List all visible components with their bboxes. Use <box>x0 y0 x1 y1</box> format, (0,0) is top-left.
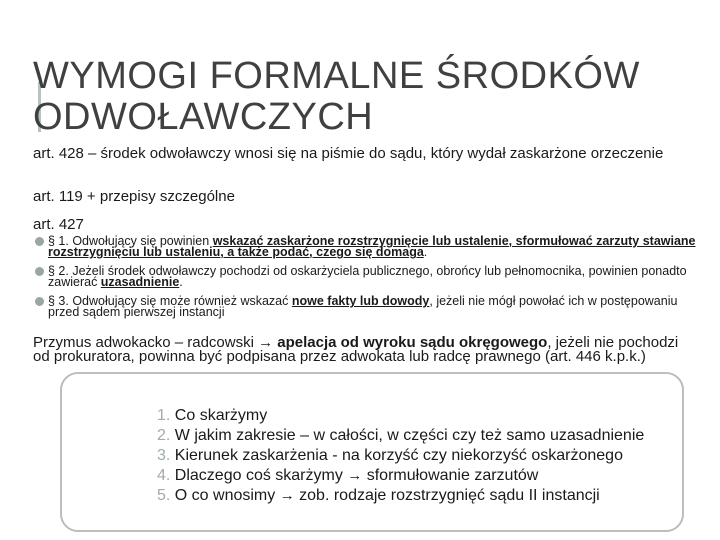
list-item <box>157 488 697 504</box>
art-427-item-2 <box>48 266 698 288</box>
list-item-text: Kierunek zaskarżenia - na korzyść czy niekorzyść oskarżonego <box>170 447 623 464</box>
przymus-paragraph <box>33 336 693 364</box>
arrow-right-icon: → <box>258 334 274 351</box>
przymus-pre: Przymus adwokacko – radcowski <box>33 334 259 351</box>
list-item-number: 1. <box>157 407 171 424</box>
art-119-text: + przepisy szczególne <box>82 188 235 205</box>
list-item <box>157 408 697 424</box>
arrow-right-icon: → <box>347 467 363 484</box>
art-428-text: – środek odwoławczy wnosi się na piśmie do sądu, który wydał zaskarżone orzeczenie <box>83 145 664 162</box>
art-428-label: art. 428 <box>33 145 84 162</box>
art-427-item-1 <box>48 236 698 258</box>
item-2-post: . <box>179 275 183 289</box>
list-item-number: 4. <box>157 467 171 484</box>
list-item-number: 5. <box>157 487 171 504</box>
arrow-right-icon: → <box>279 487 295 504</box>
item-3-pre: § 3. Odwołujący się może również wskazać <box>48 294 292 308</box>
list-item-text: O co wnosimy <box>170 487 280 504</box>
art-427-item-3 <box>48 296 698 318</box>
list-item-text: W jakim zakresie – w całości, w części czy też samo uzasadnienie <box>170 427 645 444</box>
przymus-emphasis: apelacja od wyroku sądu okręgowego <box>273 334 548 351</box>
list-item-text: Dlaczego coś skarżymy <box>170 467 348 484</box>
list-item-text-after: zob. rodzaje rozstrzygnięć sądu II instancji <box>294 487 600 504</box>
art-119-paragraph <box>33 190 235 204</box>
item-2-emphasis: uzasadnienie <box>100 275 180 289</box>
numbered-list <box>157 408 697 508</box>
item-1-pre: § 1. Odwołujący się powinien <box>48 234 213 248</box>
bullet-icon <box>35 267 44 276</box>
list-item <box>157 448 697 464</box>
list-item-number: 2. <box>157 427 171 444</box>
list-item-text: Co skarżymy <box>170 407 268 424</box>
item-1-emphasis: wskazać zaskarżone rozstrzygnięcie lub ustalenie, sformułować zarzuty stawiane rozstrzygnięciu lub ustaleniu, a także podać, czego się domaga <box>48 234 696 259</box>
page-title: WYMOGI FORMALNE ŚRODKÓW ODWOŁAWCZYCH <box>33 55 640 138</box>
item-3-emphasis: nowe fakty lub dowody <box>291 294 430 308</box>
item-2-pre: § 2. Jeżeli środek odwoławczy pochodzi od oskarżyciela publicznego, obrońcy lub pełnomocnika, powinien ponadto zawierać <box>48 264 687 289</box>
art-427-heading: art. 427 <box>33 216 84 233</box>
list-item <box>157 428 697 444</box>
art-119-label: art. 119 <box>33 188 83 205</box>
list-item-text-after: sformułowanie zarzutów <box>362 467 539 484</box>
bullet-icon <box>35 297 44 306</box>
item-3-post: , jeżeli nie mógł powołać ich w postępowaniu przed sądem pierwszej instancji <box>48 294 678 319</box>
przymus-post: , jeżeli nie pochodzi od prokuratora, powinna być podpisana przez adwokata lub radcę prawnego (art. 446 k.p.k.) <box>33 334 679 365</box>
art-428-paragraph <box>33 147 693 161</box>
list-item <box>157 468 697 484</box>
item-1-post: . <box>423 245 428 259</box>
list-item-number: 3. <box>157 447 171 464</box>
bullet-icon <box>35 237 44 246</box>
